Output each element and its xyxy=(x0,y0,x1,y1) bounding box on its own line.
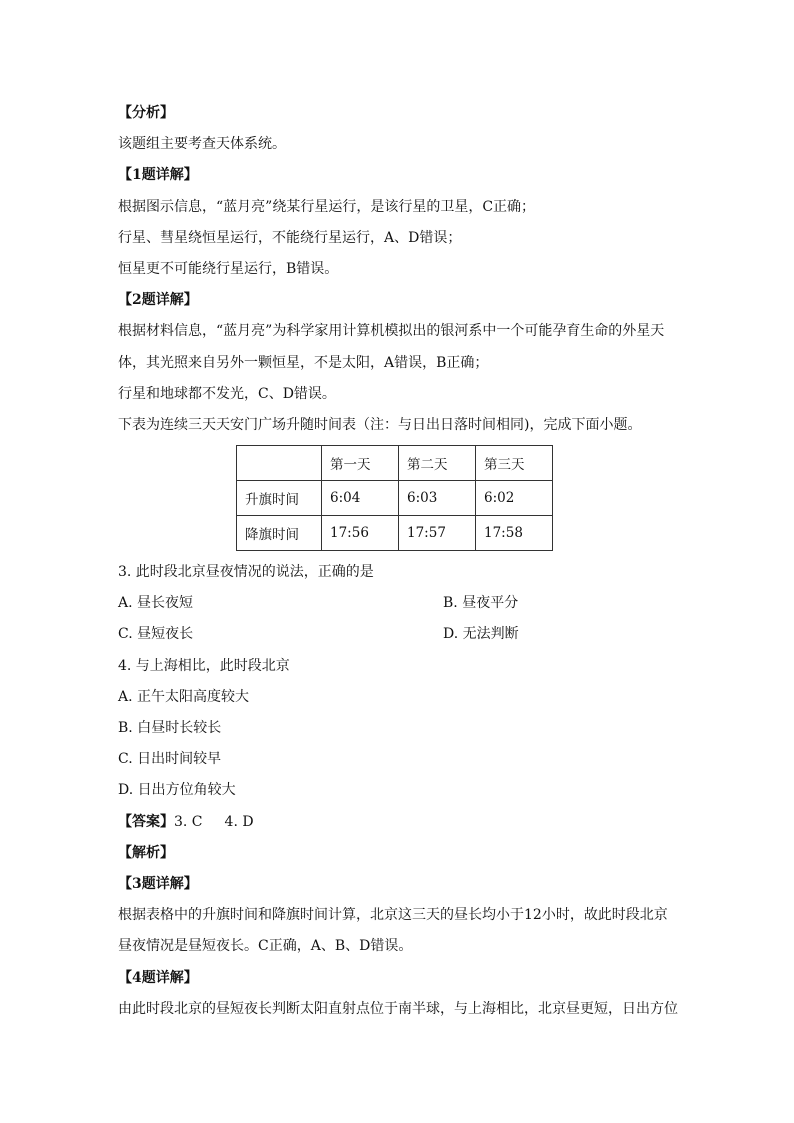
table-header-cell: 第三天 xyxy=(476,446,553,481)
table-cell: 降旗时间 xyxy=(237,516,322,551)
table-cell: 升旗时间 xyxy=(237,481,322,516)
q4-stem: 4. 与上海相比，此时段北京 xyxy=(118,657,290,674)
q1-detail-heading: 【1题详解】 xyxy=(118,167,198,184)
answer-3: 3. C xyxy=(174,813,203,830)
table-cell: 6:04 xyxy=(322,481,399,516)
table-row xyxy=(237,516,553,551)
table-cell: 17:56 xyxy=(322,516,399,551)
table-cell: 6:03 xyxy=(399,481,476,516)
q3-options-row-2 xyxy=(118,619,678,650)
q1-detail-line-3: 恒星更不可能绕行星运行，B错误。 xyxy=(118,260,339,277)
fenxi-heading: 【分析】 xyxy=(118,105,174,121)
table-header-cell: 第二天 xyxy=(399,446,476,481)
q1-detail-line-2: 行星、彗星绕恒星运行，不能绕行星运行，A、D错误； xyxy=(118,229,462,246)
flag-time-table xyxy=(236,445,553,551)
q4-analysis-heading: 【4题详解】 xyxy=(118,969,198,986)
q3-option-c: C. 昼短夜长 xyxy=(118,626,194,643)
table-row xyxy=(237,481,553,516)
q4-analysis-line-1: 由此时段北京的昼短夜长判断太阳直射点位于南半球，与上海相比，北京昼更短，日出方位 xyxy=(118,1000,678,1017)
table-header-cell: 第一天 xyxy=(322,446,399,481)
table-cell: 6:02 xyxy=(476,481,553,516)
q4-option-d: D. 日出方位角较大 xyxy=(118,782,236,799)
q2-detail-heading: 【2题详解】 xyxy=(118,292,198,309)
answer-heading: 【答案】 xyxy=(118,813,174,830)
table-cell: 17:58 xyxy=(476,516,553,551)
q1-detail-line-1: 根据图示信息，“蓝月亮”绕某行星运行，是该行星的卫星，C正确； xyxy=(118,198,536,215)
q2-detail-line-1: 根据材料信息，“蓝月亮”为科学家用计算机模拟出的银河系中一个可能孕育生命的外星天 xyxy=(118,323,665,340)
analysis-heading: 【解析】 xyxy=(118,844,174,861)
q3-option-d: D. 无法判断 xyxy=(443,626,519,643)
q3-analysis-line-2: 昼夜情况是昼短夜长。C正确，A、B、D错误。 xyxy=(118,938,413,955)
table-intro: 下表为连续三天天安门广场升随时间表（注：与日出日落时间相同)，完成下面小题。 xyxy=(118,416,642,433)
q4-option-c: C. 日出时间较早 xyxy=(118,751,222,768)
answer-4: 4. D xyxy=(224,813,254,830)
q3-option-b: B. 昼夜平分 xyxy=(443,595,519,612)
flag-time-table-wrap xyxy=(236,445,678,551)
document-page xyxy=(118,98,678,1025)
q3-option-a: A. 昼长夜短 xyxy=(118,595,194,612)
table-header-cell xyxy=(237,446,322,481)
table-header-row xyxy=(237,446,553,481)
q3-analysis-heading: 【3题详解】 xyxy=(118,875,198,892)
q4-option-b: B. 白昼时长较长 xyxy=(118,720,222,736)
q4-option-a: A. 正午太阳高度较大 xyxy=(118,688,250,705)
q3-stem: 3. 此时段北京昼夜情况的说法，正确的是 xyxy=(118,564,374,581)
fenxi-text: 该题组主要考查天体系统。 xyxy=(118,136,286,153)
answer-line xyxy=(118,807,678,838)
q2-detail-line-3: 行星和地球都不发光，C、D错误。 xyxy=(118,385,336,402)
q2-detail-line-2: 体，其光照来自另外一颗恒星，不是太阳，A错误，B正确； xyxy=(118,354,489,371)
q3-options-row-1 xyxy=(118,588,678,619)
table-cell: 17:57 xyxy=(399,516,476,551)
q3-analysis-line-1: 根据表格中的升旗时间和降旗时间计算，北京这三天的昼长均小于12小时，故此时段北京 xyxy=(118,907,668,924)
